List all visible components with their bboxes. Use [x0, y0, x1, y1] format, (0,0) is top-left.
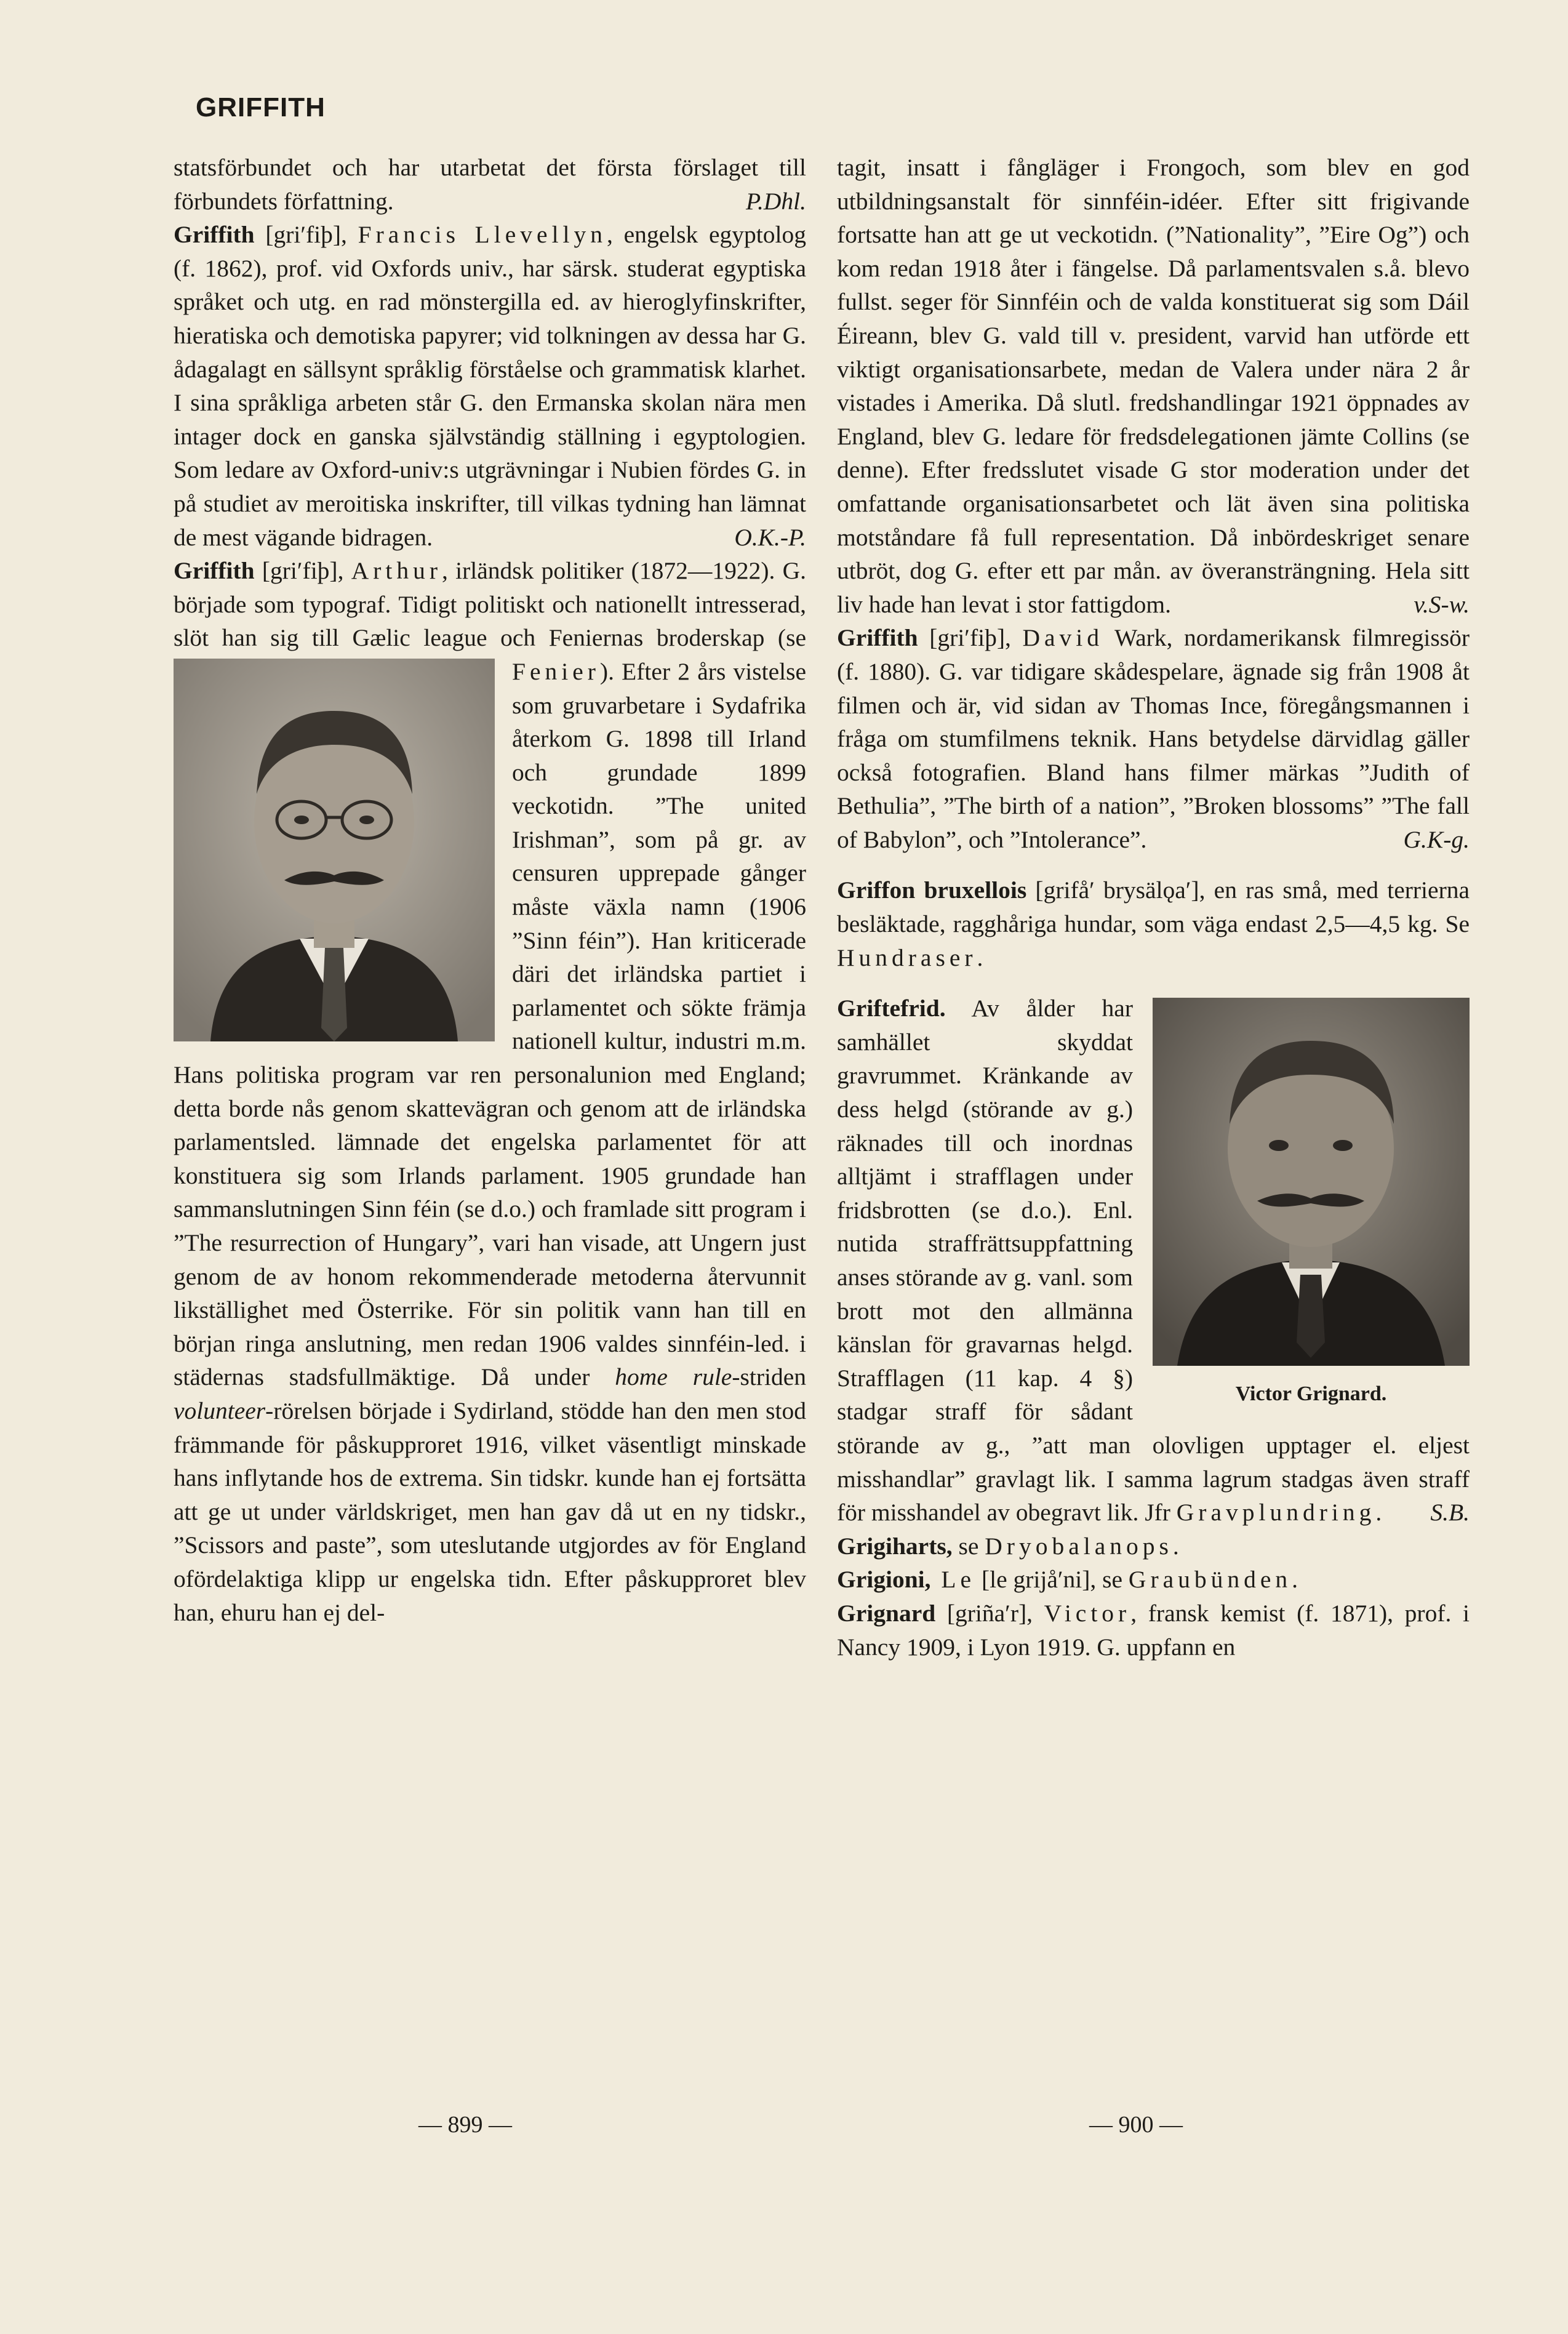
person-name: Victor: [1044, 1599, 1131, 1627]
person-name: Le: [930, 1566, 976, 1594]
portrait-victor-grignard: [1153, 998, 1470, 1406]
pronunciation: [gri′fiþ],: [918, 624, 1023, 652]
continuation-text: statsförbundet och har utarbetat det första förslaget till förbundets författning.: [174, 154, 806, 215]
author-signature: v.S-w.: [1414, 590, 1470, 618]
entry-body: en ras små, med terrierna besläktade, ragghåriga hundar, som väga endast 2,5—4,5 kg. Se: [837, 876, 1470, 938]
entry-end: .: [1292, 1566, 1298, 1594]
entry-griffith-francis: [174, 218, 806, 554]
pronunciation: [griña′r],: [935, 1599, 1044, 1627]
entry-body: se: [952, 1532, 985, 1560]
pronunciation: [gri′fiþ],: [254, 557, 351, 585]
entry-griffith-david: [837, 621, 1470, 856]
entry-continuation: [174, 151, 806, 218]
page-number-left: — 899 —: [418, 2112, 512, 2138]
entry-headword: Grignard: [837, 1599, 936, 1627]
entry-body: -rörelsen började i Sydirland, stödde han den men stod främmande för påskupproret 1916, vilket väsentligt minskade hans inflytande hos de extrema. Sin tidskr. kunde han ej fortsätta att ge ut under världskriget, men han gav då ut en ny tidskr., ”Scissors and paste”, som uteslutande utgjordes av för England ofördelaktiga klipp ur engelska tidn. Efter påskupproret blev han, ehuru han ej del-: [174, 1397, 806, 1626]
entry-grigioni: [837, 1563, 1470, 1597]
page-number-right: — 900 —: [1089, 2112, 1183, 2138]
entry-continuation: [837, 151, 1470, 621]
author-signature: G.K-g.: [1403, 825, 1470, 853]
entry-headword: Griffith: [174, 557, 255, 585]
entry-headword: Griffith: [837, 624, 918, 652]
pronunciation: [gri′fiþ],: [254, 221, 358, 249]
entry-end: .: [977, 944, 983, 971]
entry-end: .: [1375, 1499, 1382, 1526]
portrait-photo: [174, 659, 495, 1041]
entry-body: , fransk kemist (f. 1871), prof. i Nancy 1909, i Lyon 1919. G. uppfann en: [837, 1599, 1470, 1661]
cross-reference[interactable]: Graubünden: [1128, 1566, 1292, 1594]
person-name: David: [1022, 624, 1104, 652]
entry-body: , engelsk egyptolog (f. 1862), prof. vid Oxfords univ., har särsk. studerat egyptiska språket och utg. en rad mönstergilla ed. av hieroglyfinskrifter, hieratiska och demotiska papyrer; vid tolkningen av dessa har G. ådagalagt en sällsynt språklig förståelse och grammatisk klarhet. I sina språkliga arbeten står G. den Ermanska skolan nära men intager dock en ganska självständig ställning i egyptologien. Som ledare av Oxford-univ:s utgrävningar i Nubien fördes G. in på studiet av meroitiska inskrifter, till vilkas tydning han lämnat de mest vägande bidragen.: [174, 221, 806, 551]
portrait-photo: [1153, 998, 1470, 1366]
entry-body: Av ålder har samhället skyddat gravrummet. Kränkande av dess helgd (störande av g.) räknades till och inordnas alltjämt i strafflagen under fridsbrotten (se d.o.). Enl. nutida straffrättsuppfattning anses störande av g. vanl. som brott mot den allmänna känslan för gravarnas helgd. Strafflagen (11 kap. 4 §) stadgar straff för sådant störande av g., ”att man olovligen upptager el. eljest misshandlar” gravlagt lik. I samma lagrum stadgas även straff för misshandel av obegravt lik. Jfr: [837, 995, 1470, 1526]
right-column: [837, 151, 1470, 1664]
left-column: [174, 151, 806, 1629]
entry-body: -striden: [732, 1363, 806, 1391]
author-signature: P.Dhl.: [745, 187, 806, 215]
author-signature: O.K.-P.: [734, 523, 806, 551]
italic-term: home rule: [615, 1363, 732, 1391]
person-name: Arthur: [351, 557, 442, 585]
person-name: Francis Llevellyn: [358, 221, 607, 249]
entry-headword: Grigiharts,: [837, 1532, 953, 1560]
entry-griffith-arthur: [174, 554, 806, 1629]
portrait-caption: Victor Grignard.: [1235, 1382, 1387, 1406]
cross-reference[interactable]: Dryobalanops: [985, 1532, 1173, 1560]
italic-term: volunteer: [174, 1397, 266, 1424]
cross-reference[interactable]: Gravplundring: [1176, 1499, 1376, 1526]
entry-griftefrid: [837, 992, 1470, 1530]
entry-headword: Griffith: [174, 221, 255, 249]
pronunciation: [grifå′ brysälǫa′],: [1026, 876, 1214, 904]
entry-end: .: [1172, 1532, 1179, 1560]
entry-griffon-bruxellois: [837, 873, 1470, 974]
entry-headword: Griffon bruxellois: [837, 876, 1027, 904]
cross-reference[interactable]: Fenier: [512, 657, 600, 685]
entry-body: ). Efter 2 års vistelse som gruvarbetare i Sydafrika återkom G. 1898 till Irland och grundade 1899 veckotidn. ”The united Irishman”, som på gr. av censuren upprepade gånger måste växla namn (1906 ”Sinn féin”). Han kriticerade däri det irländska partiet i parlamentet och sökte främja nationell kultur, industri m.m. Hans politiska program var ren personalunion med England; detta borde nås genom skattevägran och genom att de irländska parlamentsled. lämnade det engelska parlamentet för att konstituera sig som Irlands parlament. 1905 grundade han sammanslutningen Sinn féin (se d.o.) och framlade sitt program i ”The resurrection of Hungary”, vari han visade, att Ungern just genom de av honom rekommenderade metoderna återvunnit likställighet med Österrike. För sin politik vann han till en början ringa anslutning, men redan 1906 valdes sinnféin-led. i städernas stadsfullmäktige. Då under: [174, 657, 806, 1391]
entry-headword: Griftefrid.: [837, 995, 946, 1022]
continuation-text: tagit, insatt i fångläger i Frongoch, som blev en god utbildningsanstalt för sinnféin-idéer. Efter sitt frigivande fortsatte han att ge ut veckotidn. (”Nationality”, ”Eire Og”) och kom redan 1918 åter i fängelse. Då parlamentsvalen s.å. blevo fullst. seger för Sinnféin och de valda konstituerat sig som Dáil Éireann, blev G. vald till v. president, varvid han utförde ett viktigt organisationsarbete, medan de Valera under nära 2 år vistades i Amerika. Då slutl. fredshandlingar 1921 öppnades av England, blev G. ledare för fredsdelegationen jämte Collins (se denne). Efter fredsslutet visade G stor moderation under det omfattande organisationsarbetet och lät även sina politiska motståndare få full representation. Då inbördeskriget senare utbröt, dog G. efter ett par mån. av överansträngning. Hela sitt liv hade han levat i stor fattigdom.: [837, 154, 1470, 618]
entry-grignard: [837, 1597, 1470, 1664]
entry-headword: Grigioni,: [837, 1566, 931, 1594]
entry-body: [le grijå′ni], se: [975, 1566, 1129, 1594]
entry-body: , irländsk politiker (1872—1922). G. började som typograf. Tidigt politiskt och nationellt intresserad, slöt han sig till Gælic league och Feniernas broderskap (se: [174, 557, 806, 652]
running-head: GRIFFITH: [196, 92, 326, 122]
entry-grigiharts: [837, 1530, 1470, 1563]
entry-body: Wark, nordamerikansk filmregissör (f. 1880). G. var tidigare skådespelare, ägnade sig från 1908 åt filmen och är, vid sidan av Thomas Ince, föregångsmannen i fråga om stumfilmens teknik. Hans betydelse därvidlag gäller också fotografien. Bland hans filmer märkas ”Judith of Bethulia”, ”The birth of a nation”, ”Broken blossoms” ”The fall of Babylon”, och ”Intolerance”.: [837, 624, 1470, 853]
portrait-arthur-griffith: [174, 659, 495, 1041]
cross-reference[interactable]: Hundraser: [837, 944, 977, 971]
author-signature: S.B.: [1430, 1499, 1470, 1526]
